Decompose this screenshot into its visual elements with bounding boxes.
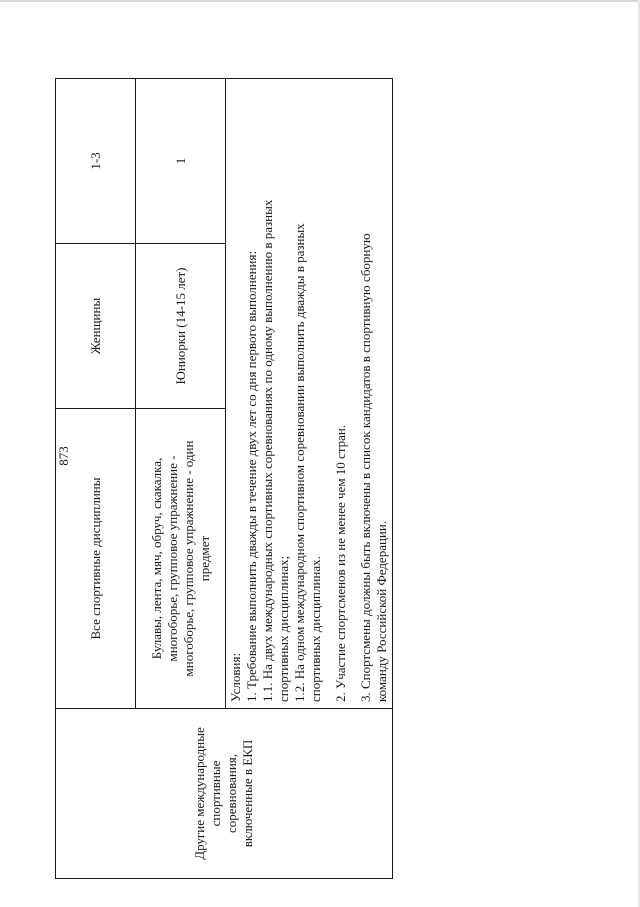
discipline-line: многоборье, групповое упражнение - один xyxy=(180,440,196,677)
discipline-list-cell xyxy=(136,409,226,709)
discipline-line: многоборье, групповое упражнение - xyxy=(164,455,180,662)
discipline-line: предмет xyxy=(196,535,212,582)
conditions-cell xyxy=(226,79,393,709)
condition-line: 2. Участие спортсменов из не менее чем 10 стран. xyxy=(333,424,348,702)
condition-line: команду Российской Федерации. xyxy=(374,520,389,702)
age-group-cell: Юниорки (14-15 лет) xyxy=(136,244,226,409)
scan-edge-top xyxy=(0,0,640,2)
condition-line: 1. Требование выполнить дважды в течение двух лет со дня первого выполнения: xyxy=(244,250,259,702)
condition-line: спортивных дисциплинах; xyxy=(276,555,291,702)
condition-line: 1.1. На двух международных спортивных соревнованиях по одному выполнению в разных xyxy=(260,199,275,702)
condition-spacer xyxy=(349,85,358,702)
rotated-table-container xyxy=(55,79,389,879)
condition-line: 1.2. На одном международном спортивном соревновании выполнить дважды в разных xyxy=(292,223,307,702)
condition-spacer xyxy=(324,85,333,702)
page-number: 873 xyxy=(56,446,71,466)
row-label-line: Другие международные xyxy=(192,727,207,860)
qualification-table xyxy=(55,78,393,879)
condition-line: спортивных дисциплинах. xyxy=(308,556,323,702)
header-disciplines: Все спортивные дисциплины xyxy=(56,409,136,709)
condition-line: 3. Спортсмены должны быть включены в список кандидатов в спортивную сборную xyxy=(358,233,373,702)
discipline-line: Булавы, лента, мяч, обруч, скакалка, xyxy=(148,457,164,660)
competition-label-cell xyxy=(56,709,393,879)
header-gender: Женщины xyxy=(56,244,136,409)
count-cell: 1 xyxy=(136,79,226,244)
row-label-line: включенные в ЕКП xyxy=(240,739,255,848)
header-places: 1-3 xyxy=(56,79,136,244)
row-label-line: спортивные xyxy=(208,760,223,827)
row-label-line: соревнования, xyxy=(224,754,239,834)
conditions-title: Условия: xyxy=(228,652,243,702)
table-header-row xyxy=(56,79,136,879)
